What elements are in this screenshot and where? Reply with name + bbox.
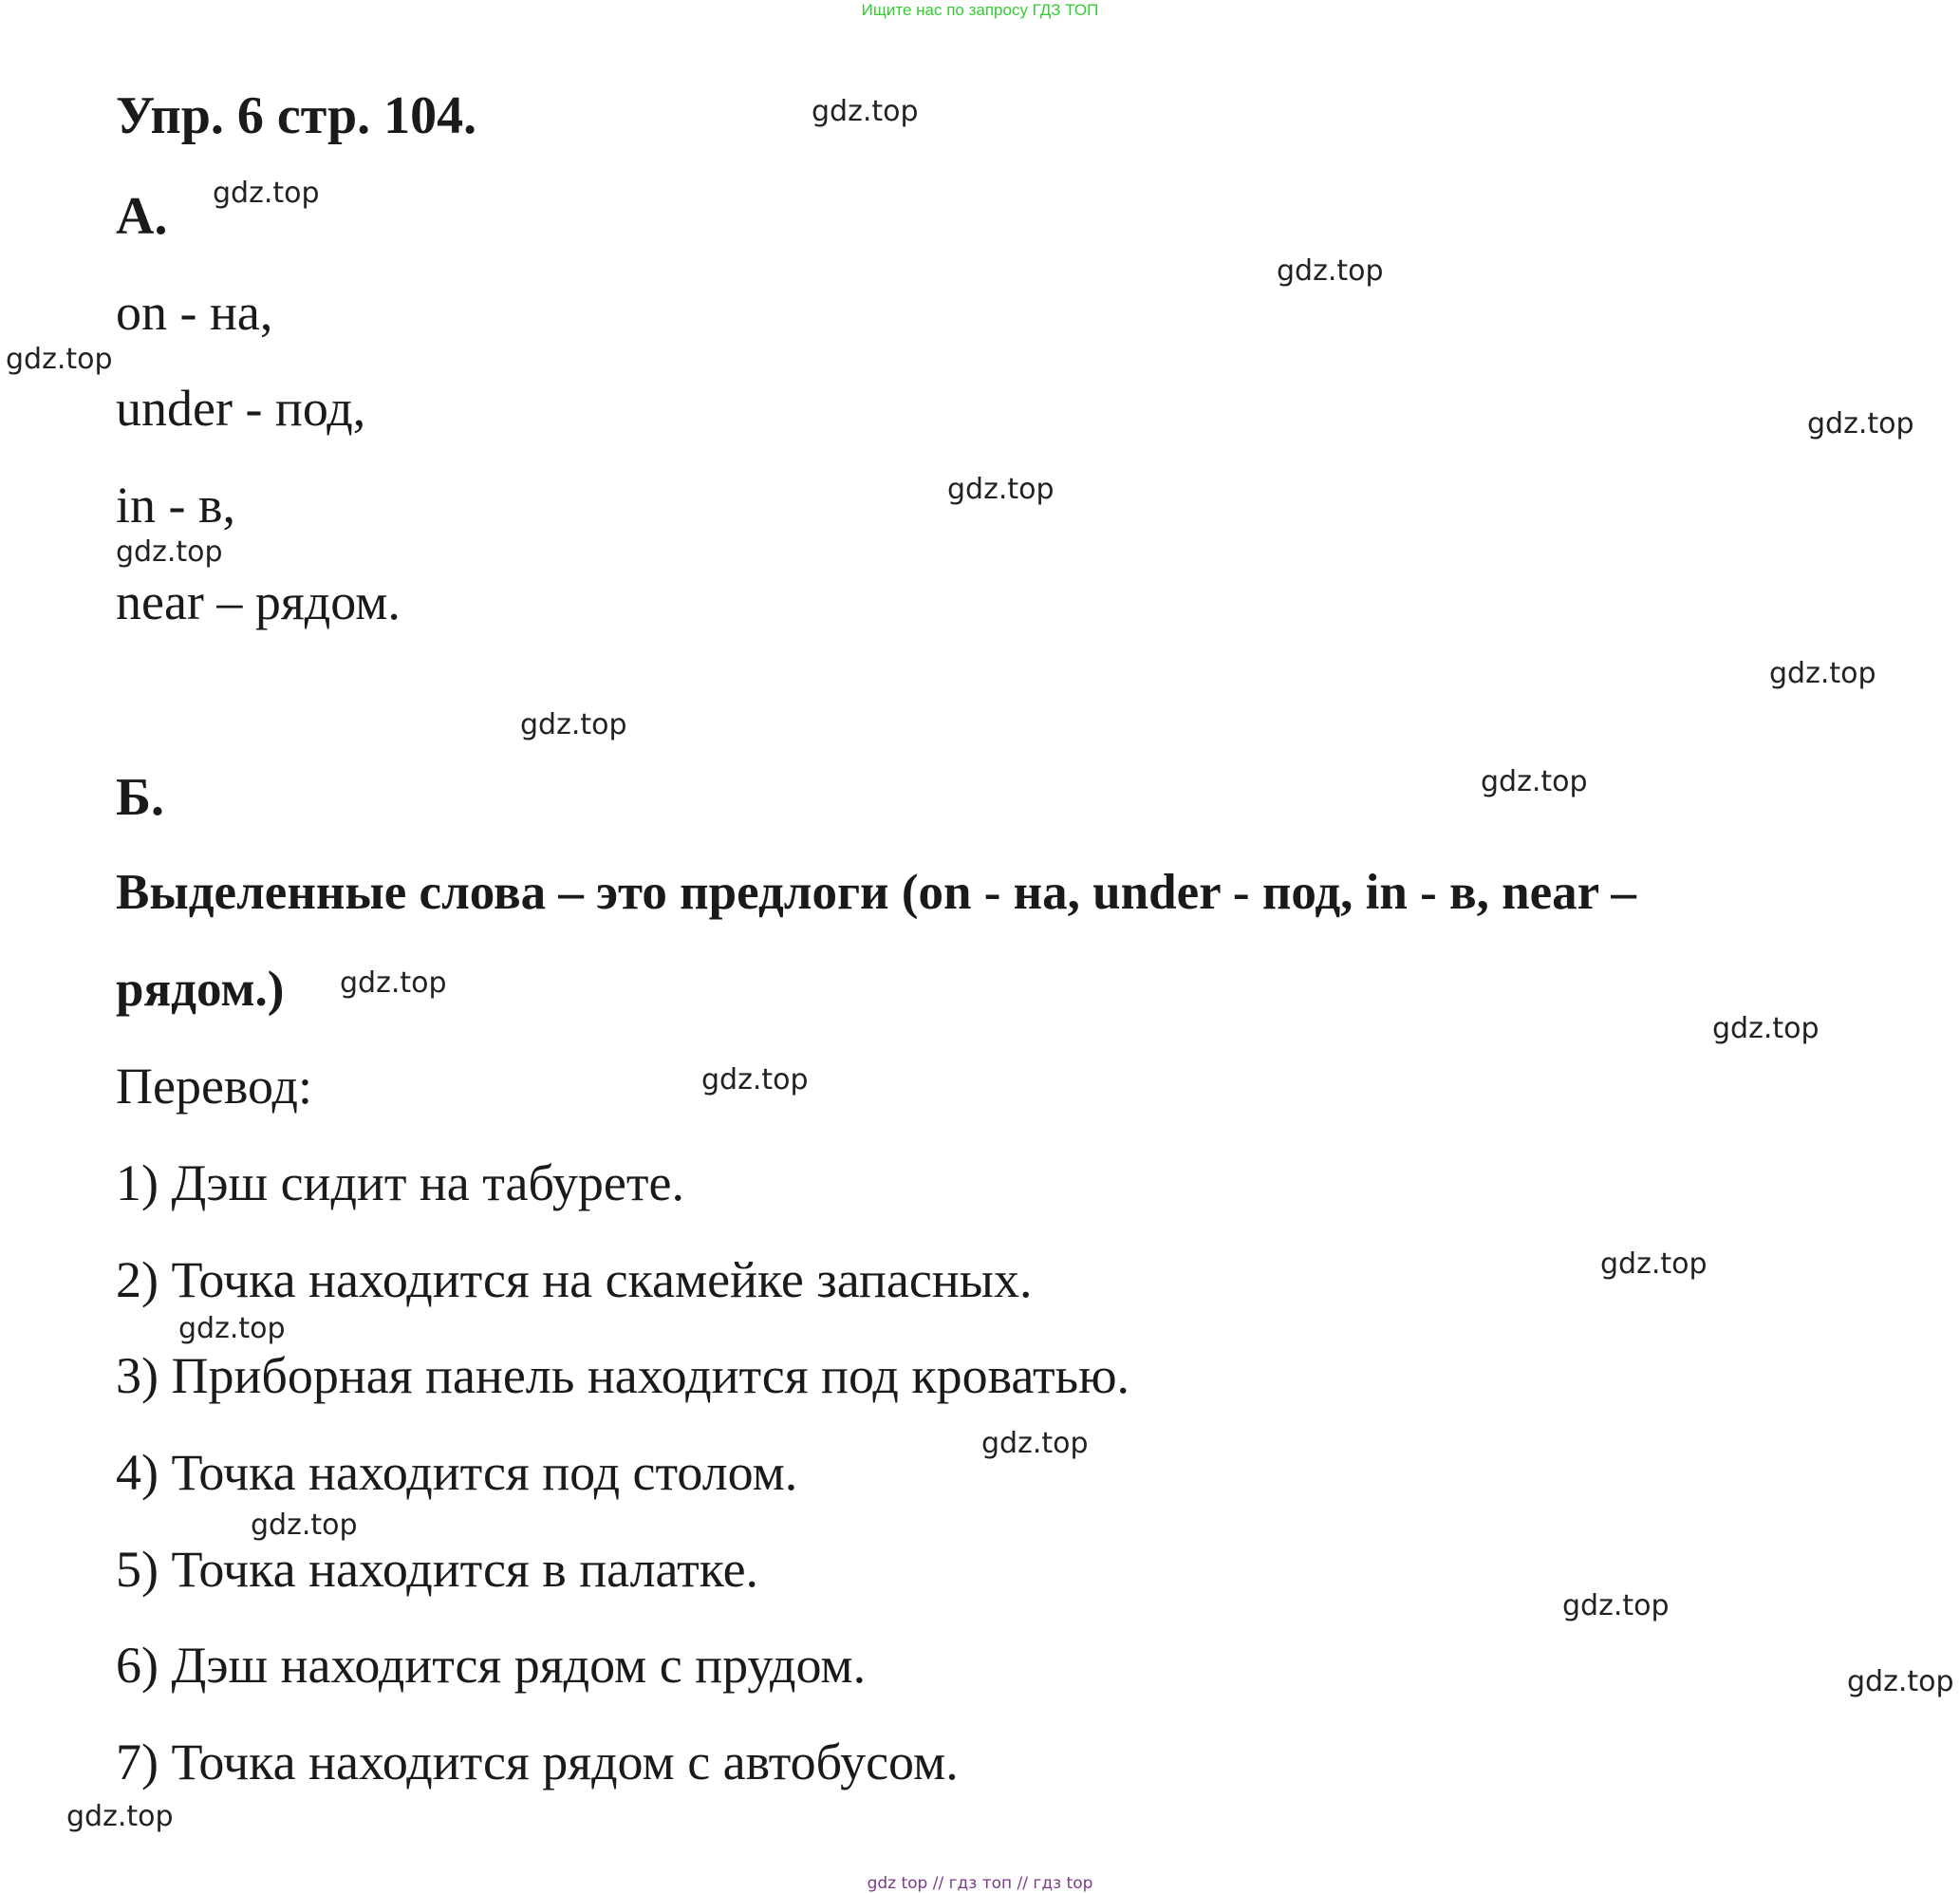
watermark: gdz.top: [1277, 254, 1384, 288]
section-b-heading: Б.: [116, 768, 165, 827]
translation-item-4: 4) Точка находится под столом.: [116, 1444, 798, 1501]
watermark: gdz.top: [701, 1063, 809, 1096]
watermark: gdz.top: [981, 1427, 1089, 1460]
watermark: gdz.top: [1807, 407, 1914, 440]
watermark: gdz.top: [1481, 765, 1588, 798]
vocab-item-under: under - под,: [116, 380, 366, 437]
translation-item-6: 6) Дэш находится рядом с прудом.: [116, 1637, 867, 1694]
watermark: gdz.top: [251, 1509, 358, 1542]
explanation-line-1: Выделенные слова – это предлоги (on - на, under - под, in - в, near –: [116, 865, 1636, 920]
watermark: gdz.top: [178, 1312, 286, 1345]
explanation-line-2: рядом.): [116, 962, 285, 1017]
watermark: gdz.top: [66, 1800, 174, 1833]
translation-item-5: 5) Точка находится в палатке.: [116, 1541, 759, 1598]
watermark: gdz.top: [6, 343, 113, 376]
vocab-item-in: in - в,: [116, 477, 235, 534]
watermark: gdz.top: [1712, 1012, 1820, 1045]
vocab-item-near: near – рядом.: [116, 573, 401, 630]
watermark: gdz.top: [340, 966, 447, 1000]
watermark: gdz.top: [213, 177, 320, 210]
watermark: gdz.top: [1769, 657, 1876, 690]
watermark: gdz.top: [812, 95, 919, 128]
watermark: gdz.top: [947, 473, 1055, 506]
watermark: gdz.top: [116, 535, 223, 569]
translation-item-2: 2) Точка находится на скамейке запасных.: [116, 1251, 1033, 1308]
section-a-heading: А.: [116, 187, 168, 246]
top-banner: Ищите нас по запросу ГДЗ ТОП: [861, 1, 1099, 19]
exercise-title: Упр. 6 стр. 104.: [116, 86, 477, 145]
vocab-item-on: on - на,: [116, 284, 273, 341]
watermark: gdz.top: [520, 708, 627, 741]
translation-item-7: 7) Точка находится рядом с автобусом.: [116, 1734, 959, 1790]
translation-item-1: 1) Дэш сидит на табурете.: [116, 1154, 684, 1211]
translation-label: Перевод:: [116, 1058, 312, 1115]
watermark: gdz.top: [1562, 1589, 1670, 1622]
watermark: gdz.top: [1847, 1665, 1954, 1698]
footer-watermark: gdz top // гдз топ // гдз top: [867, 1874, 1093, 1893]
translation-item-3: 3) Приборная панель находится под кроватью.: [116, 1347, 1130, 1404]
watermark: gdz.top: [1600, 1247, 1708, 1281]
